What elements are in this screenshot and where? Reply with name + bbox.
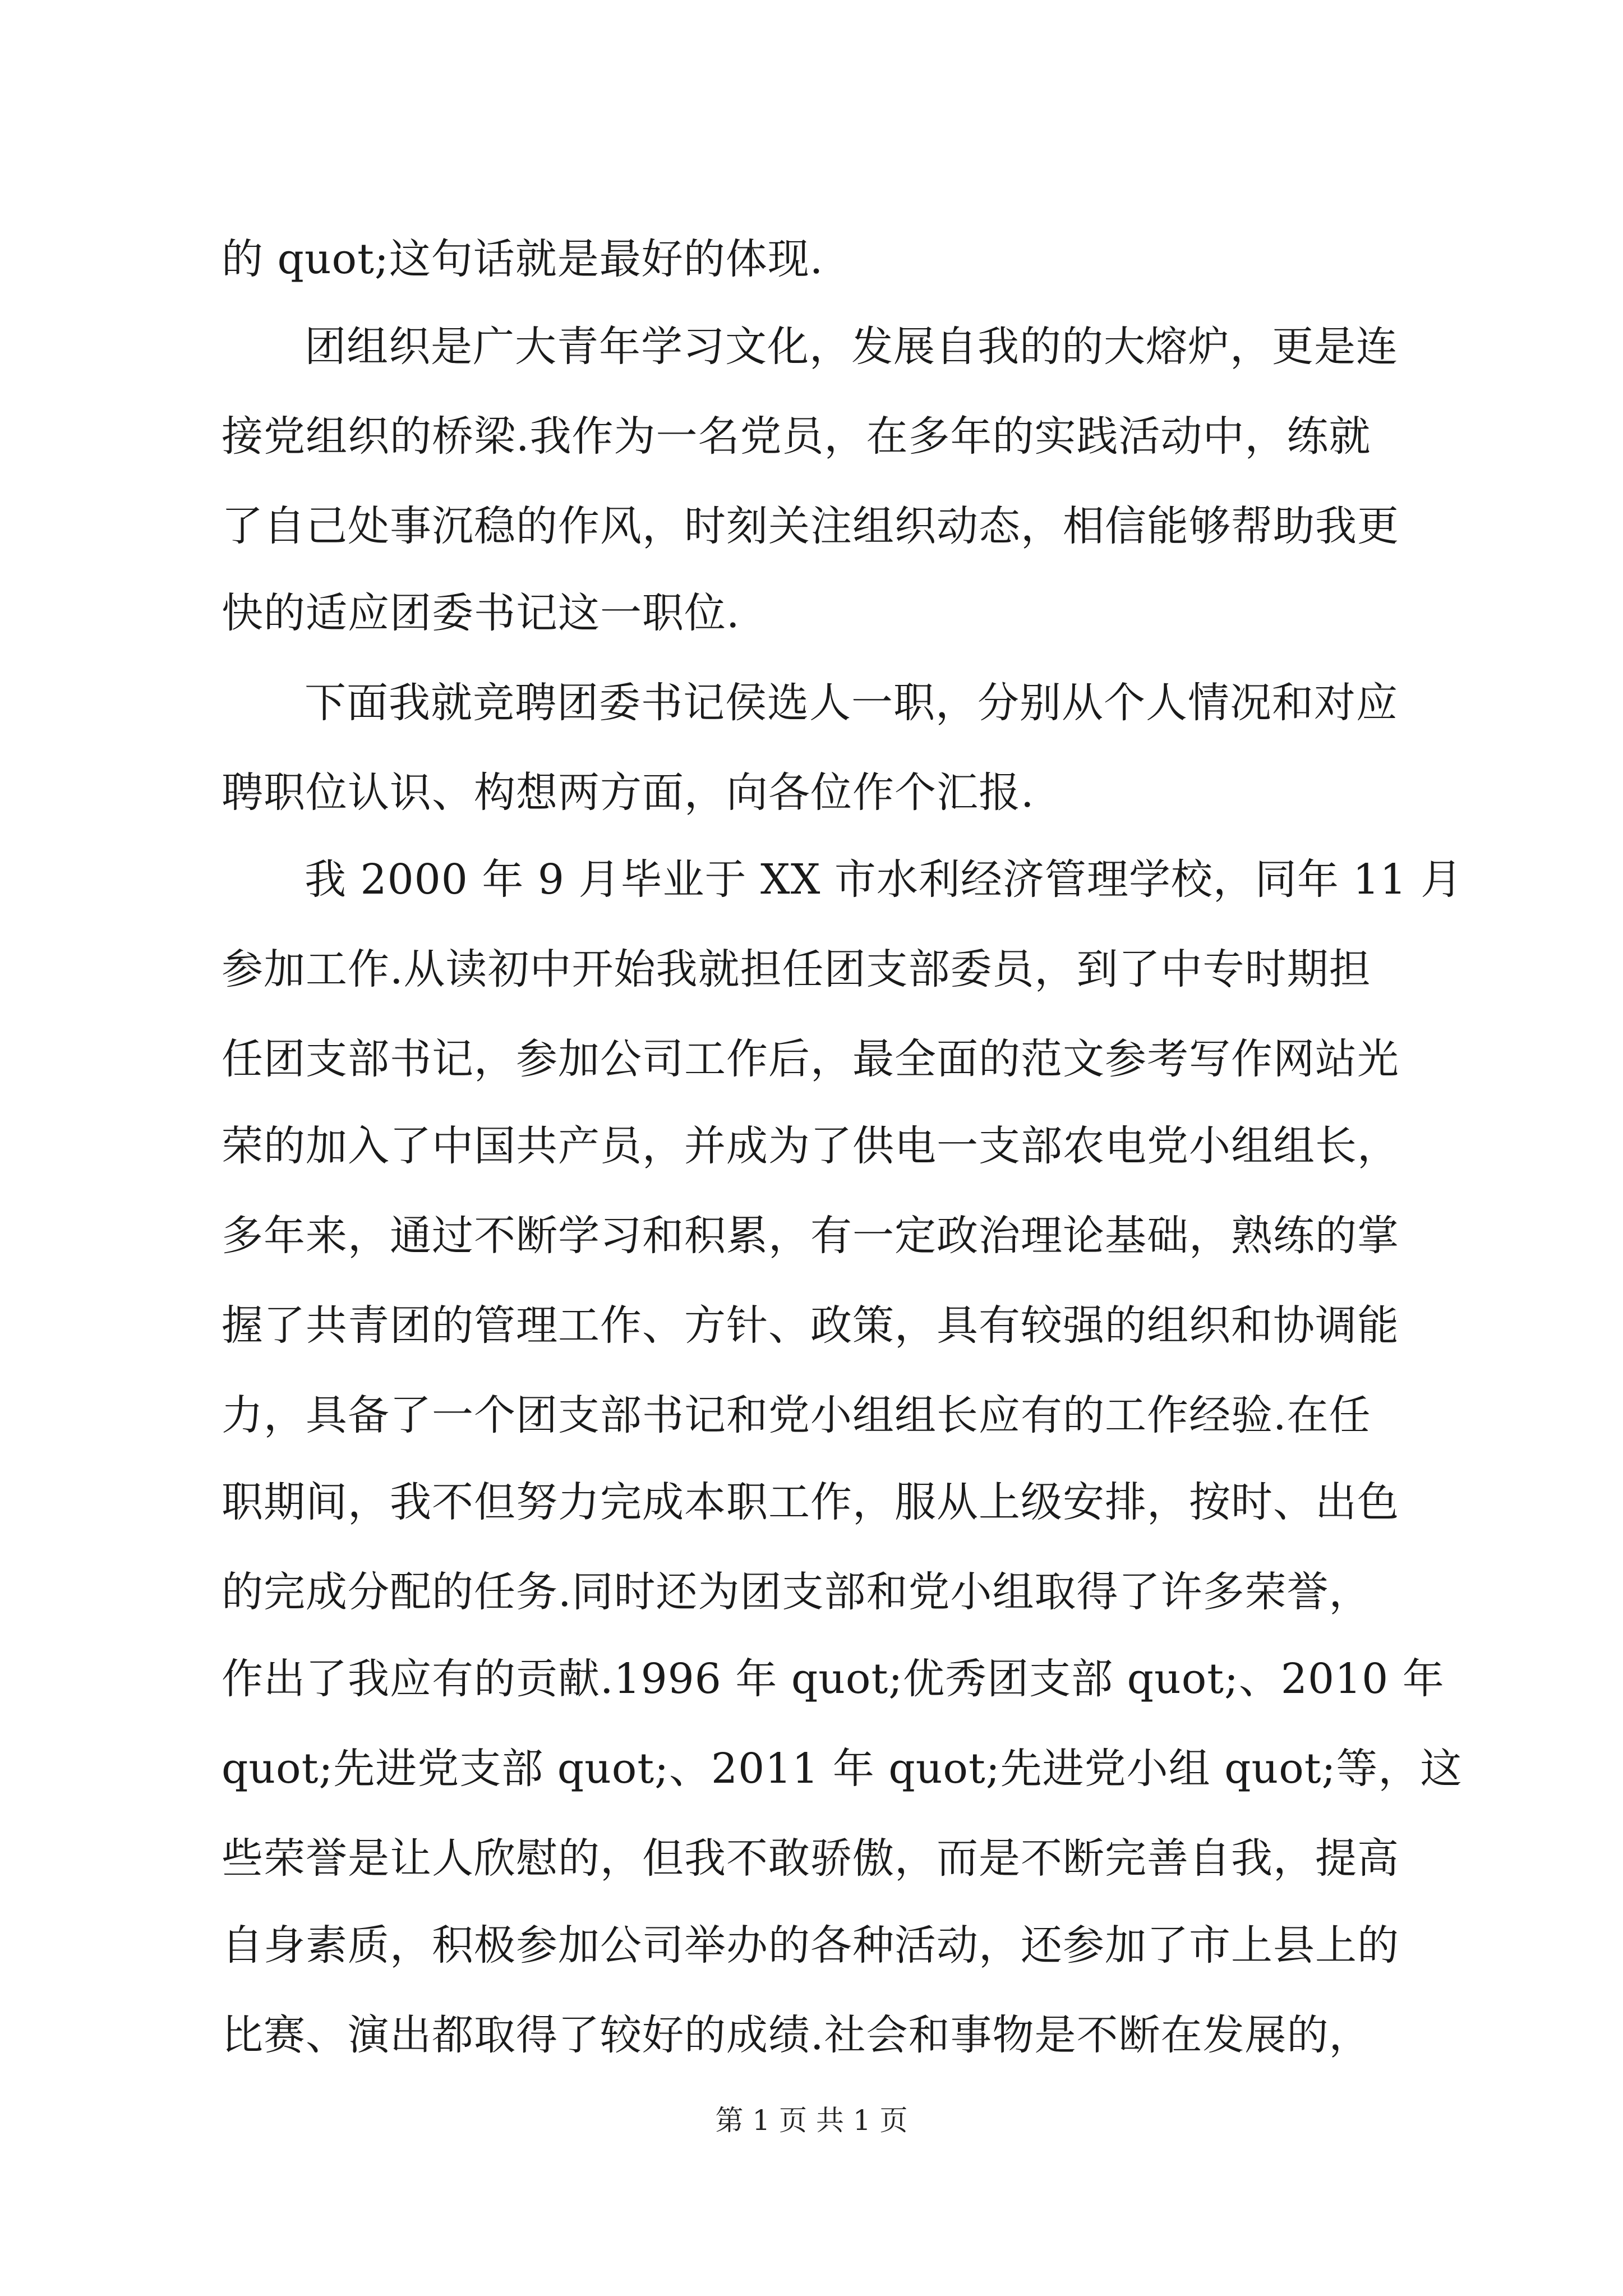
text-line: 自身素质，积极参加公司举办的各种活动，还参加了市上县上的 xyxy=(222,1921,1399,1970)
text-line: 职期间，我不但努力完成本职工作，服从上级安排，按时、出色 xyxy=(222,1478,1399,1526)
text-line: 接党组织的桥梁.我作为一名党员，在多年的实践活动中，练就 xyxy=(222,412,1371,461)
text-line: 多年来，通过不断学习和积累，有一定政治理论基础，熟练的掌 xyxy=(222,1212,1399,1260)
text-line: quot;先进党支部 quot;、2011 年 quot;先进党小组 quot;等，这 xyxy=(222,1745,1463,1793)
text-line: 团组织是广大青年学习文化，发展自我的的大熔炉，更是连 xyxy=(305,323,1398,371)
text-line: 的 quot;这句话就是最好的体现. xyxy=(222,235,824,283)
text-line: 下面我就竞聘团委书记侯选人一职，分别从个人情况和对应 xyxy=(305,679,1398,727)
text-line: 作出了我应有的贡献.1996 年 quot;优秀团支部 quot;、2010 年 xyxy=(222,1655,1445,1703)
page-footer: 第 1 页 共 1 页 xyxy=(715,2104,908,2137)
text-line: 些荣誉是让人欣慰的，但我不敢骄傲，而是不断完善自我，提高 xyxy=(222,1834,1399,1883)
text-line: 握了共青团的管理工作、方针、政策，具有较强的组织和协调能 xyxy=(222,1301,1399,1350)
text-line: 荣的加入了中国共产员，并成为了供电一支部农电党小组组长， xyxy=(222,1122,1399,1170)
text-line: 比赛、演出都取得了较好的成绩.社会和事物是不断在发展的， xyxy=(222,2011,1371,2059)
text-line: 我 2000 年 9 月毕业于 XX 市水利经济管理学校，同年 11 月 xyxy=(305,855,1463,904)
text-line: 力，具备了一个团支部书记和党小组组长应有的工作经验.在任 xyxy=(222,1391,1371,1439)
text-line: 聘职位认识、构想两方面，向各位作个汇报. xyxy=(222,769,1035,817)
text-line: 参加工作.从读初中开始我就担任团支部委员，到了中专时期担 xyxy=(222,945,1371,993)
text-line: 任团支部书记，参加公司工作后，最全面的范文参考写作网站光 xyxy=(222,1035,1399,1083)
text-line: 快的适应团委书记这一职位. xyxy=(222,589,740,637)
text-line: 的完成分配的任务.同时还为团支部和党小组取得了许多荣誉， xyxy=(222,1568,1371,1616)
text-line: 了自己处事沉稳的作风，时刻关注组织动态，相信能够帮助我更 xyxy=(222,502,1399,550)
